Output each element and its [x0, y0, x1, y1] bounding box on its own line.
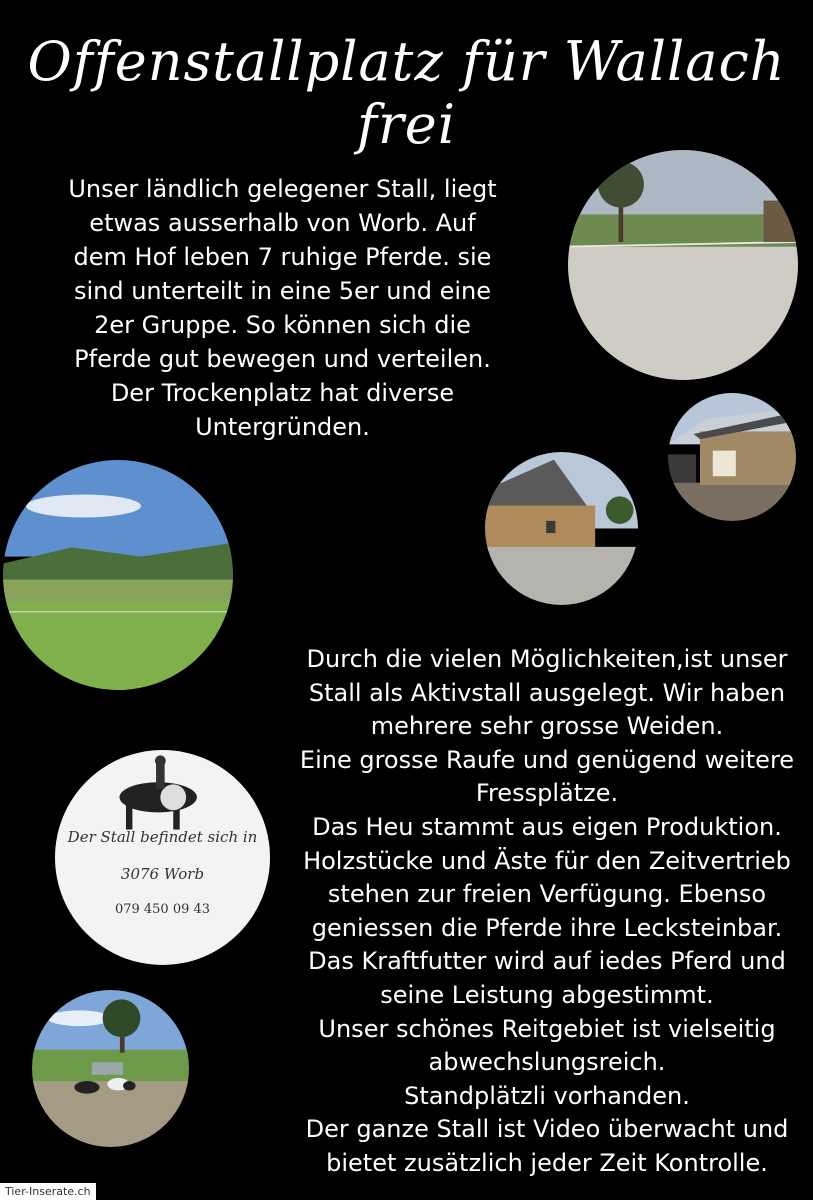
stable-photo: [485, 452, 638, 605]
details-line: Holzstücke und Äste für den Zeitvertrieb: [303, 846, 791, 875]
horses-photo: [32, 990, 189, 1147]
details-text: [283, 643, 811, 1181]
shed-photo: [668, 393, 796, 521]
details-line: mehrere sehr grosse Weiden.: [370, 712, 724, 741]
details-line: geniessen die Pferde ihre Lecksteinbar.: [311, 913, 783, 942]
details-line: seine Leistung abgestimmt.: [380, 980, 714, 1009]
watermark: Tier-Inserate.ch: [0, 1183, 96, 1200]
intro-line: Der Trockenplatz hat diverse: [110, 379, 455, 407]
logo-line-location: Der Stall befindet sich in: [67, 828, 258, 846]
intro-line: Pferde gut bewegen und verteilen.: [74, 345, 491, 373]
details-line: abwechslungsreich.: [428, 1048, 666, 1077]
logo-badge: [55, 750, 270, 965]
details-line: Fressplätze.: [475, 779, 619, 808]
intro-line: etwas ausserhalb von Worb. Auf: [89, 209, 476, 237]
logo-line-phone: 079 450 09 43: [114, 902, 211, 917]
logo-line-address: 3076 Worb: [120, 865, 205, 883]
intro-line: Untergründen.: [195, 413, 370, 441]
intro-line: dem Hof leben 7 ruhige Pferde. sie: [73, 243, 492, 271]
details-line: stehen zur freien Verfügung. Ebenso: [327, 880, 767, 909]
details-line: bietet zusätzlich jeder Zeit Kontrolle.: [326, 1148, 768, 1177]
page-title: Offenstallplatz für Wallach frei: [27, 30, 786, 156]
intro-text: [30, 172, 535, 444]
intro-line: 2er Gruppe. So können sich die: [94, 311, 471, 339]
details-line: Unser schönes Reitgebiet ist vielseitig: [318, 1014, 776, 1043]
details-line: Eine grosse Raufe und genügend weitere: [299, 745, 795, 774]
details-line: Durch die vielen Möglichkeiten,ist unser: [306, 645, 788, 673]
details-line: Standplätzli vorhanden.: [404, 1081, 690, 1110]
details-line: Der ganze Stall ist Video überwacht und: [305, 1115, 789, 1144]
paddock-photo: [568, 150, 798, 380]
details-line: Stall als Aktivstall ausgelegt. Wir haben: [308, 678, 786, 707]
intro-line: Unser ländlich gelegener Stall, liegt: [68, 175, 497, 203]
details-line: Das Heu stammt aus eigen Produktion.: [312, 812, 782, 841]
details-line: Das Kraftfutter wird auf iedes Pferd und: [308, 947, 786, 976]
intro-line: sind unterteilt in eine 5er und eine: [73, 277, 492, 305]
meadow-photo: [3, 460, 233, 690]
